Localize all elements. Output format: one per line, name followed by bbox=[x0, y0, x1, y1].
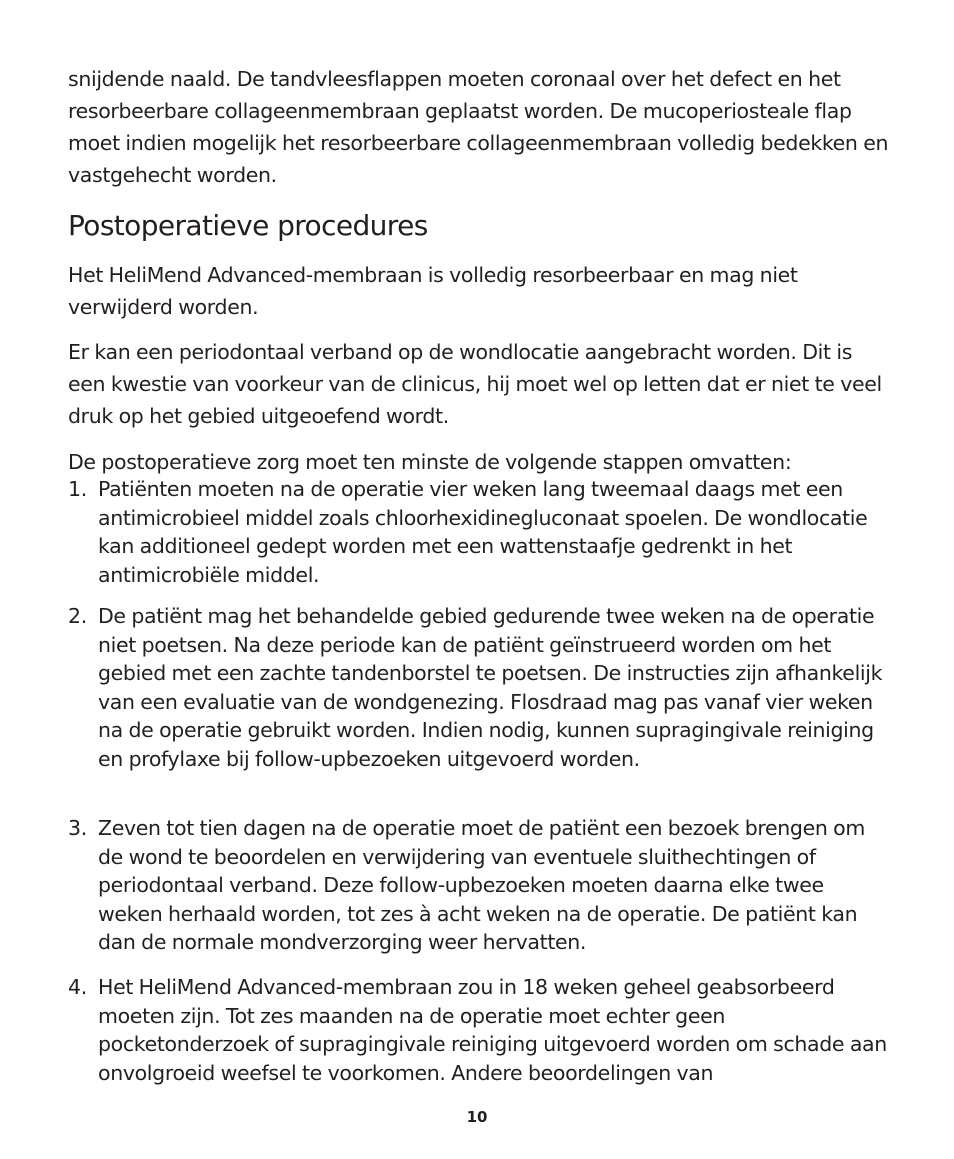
list-item bbox=[68, 814, 890, 957]
list-item-text: De patiënt mag het behandelde gebied gedurende twee weken na de operatie niet poetsen. Na deze periode kan de patiënt geïnstrueerd worden om het gebied met een zachte tandenborstel te poetsen. De instructies zijn afhankelijk van een evaluatie van de wondgenezing. Flosdraad mag pas vanaf vier weken na de operatie gebruikt worden. Indien nodig, kunnen supragingivale reiniging en profylaxe bij follow-upbezoeken uitgevoerd worden. bbox=[98, 604, 883, 771]
paragraph-resorbable: Het HeliMend Advanced-membraan is volledig resorbeerbaar en mag niet verwijderd worden. bbox=[68, 263, 798, 319]
list-item-number: 1. bbox=[68, 477, 87, 501]
list-item-text: Zeven tot tien dagen na de operatie moet de patiënt een bezoek brengen om de wond te beoordelen en verwijdering van eventuele sluithechtingen of periodontaal verband. Deze follow-upbezoeken moeten daarna elke twee weken herhaald worden, tot zes à acht weken na de operatie. De patiënt kan dan de normale mondverzorging weer hervatten. bbox=[98, 816, 865, 954]
paragraph-periodontal-dressing: Er kan een periodontaal verband op de wondlocatie aangebracht worden. Dit is een kwestie van voorkeur van de clinicus, hij moet wel op letten dat er niet te veel druk op het gebied uitgeoefend wordt. bbox=[68, 340, 882, 428]
list-item bbox=[68, 602, 890, 773]
list-item-text: Het HeliMend Advanced-membraan zou in 18 weken geheel geabsorbeerd moeten zijn. Tot zes maanden na de operatie moet echter geen pocketonderzoek of supragingivale reiniging uitgevoerd worden om schade aan onvolgroeid weefsel te voorkomen. Andere beoordelingen van bbox=[98, 975, 887, 1085]
intro-paragraph: snijdende naald. De tandvleesflappen moeten coronaal over het defect en het resorbeerbare collageenmembraan geplaatst worden. De mucoperiosteale flap moet indien mogelijk het resorbeerbare collageenmembraan volledig bedekken en vastgehecht worden. bbox=[68, 67, 889, 187]
list-item-text: Patiënten moeten na de operatie vier weken lang tweemaal daags met een antimicrobieel middel zoals chloorhexidinegluconaat spoelen. De wondlocatie kan additioneel gedept worden met een wattenstaafje gedrenkt in het antimicrobiële middel. bbox=[98, 477, 868, 587]
list-item bbox=[68, 973, 890, 1087]
list-item-number: 3. bbox=[68, 816, 87, 840]
paragraph-care-intro: De postoperatieve zorg moet ten minste de volgende stappen omvatten: bbox=[68, 450, 792, 474]
section-heading: Postoperatieve procedures bbox=[68, 209, 428, 242]
page-number: 10 bbox=[466, 1108, 488, 1126]
list-item-number: 2. bbox=[68, 604, 87, 628]
list-item-number: 4. bbox=[68, 975, 87, 999]
list-item bbox=[68, 475, 890, 589]
